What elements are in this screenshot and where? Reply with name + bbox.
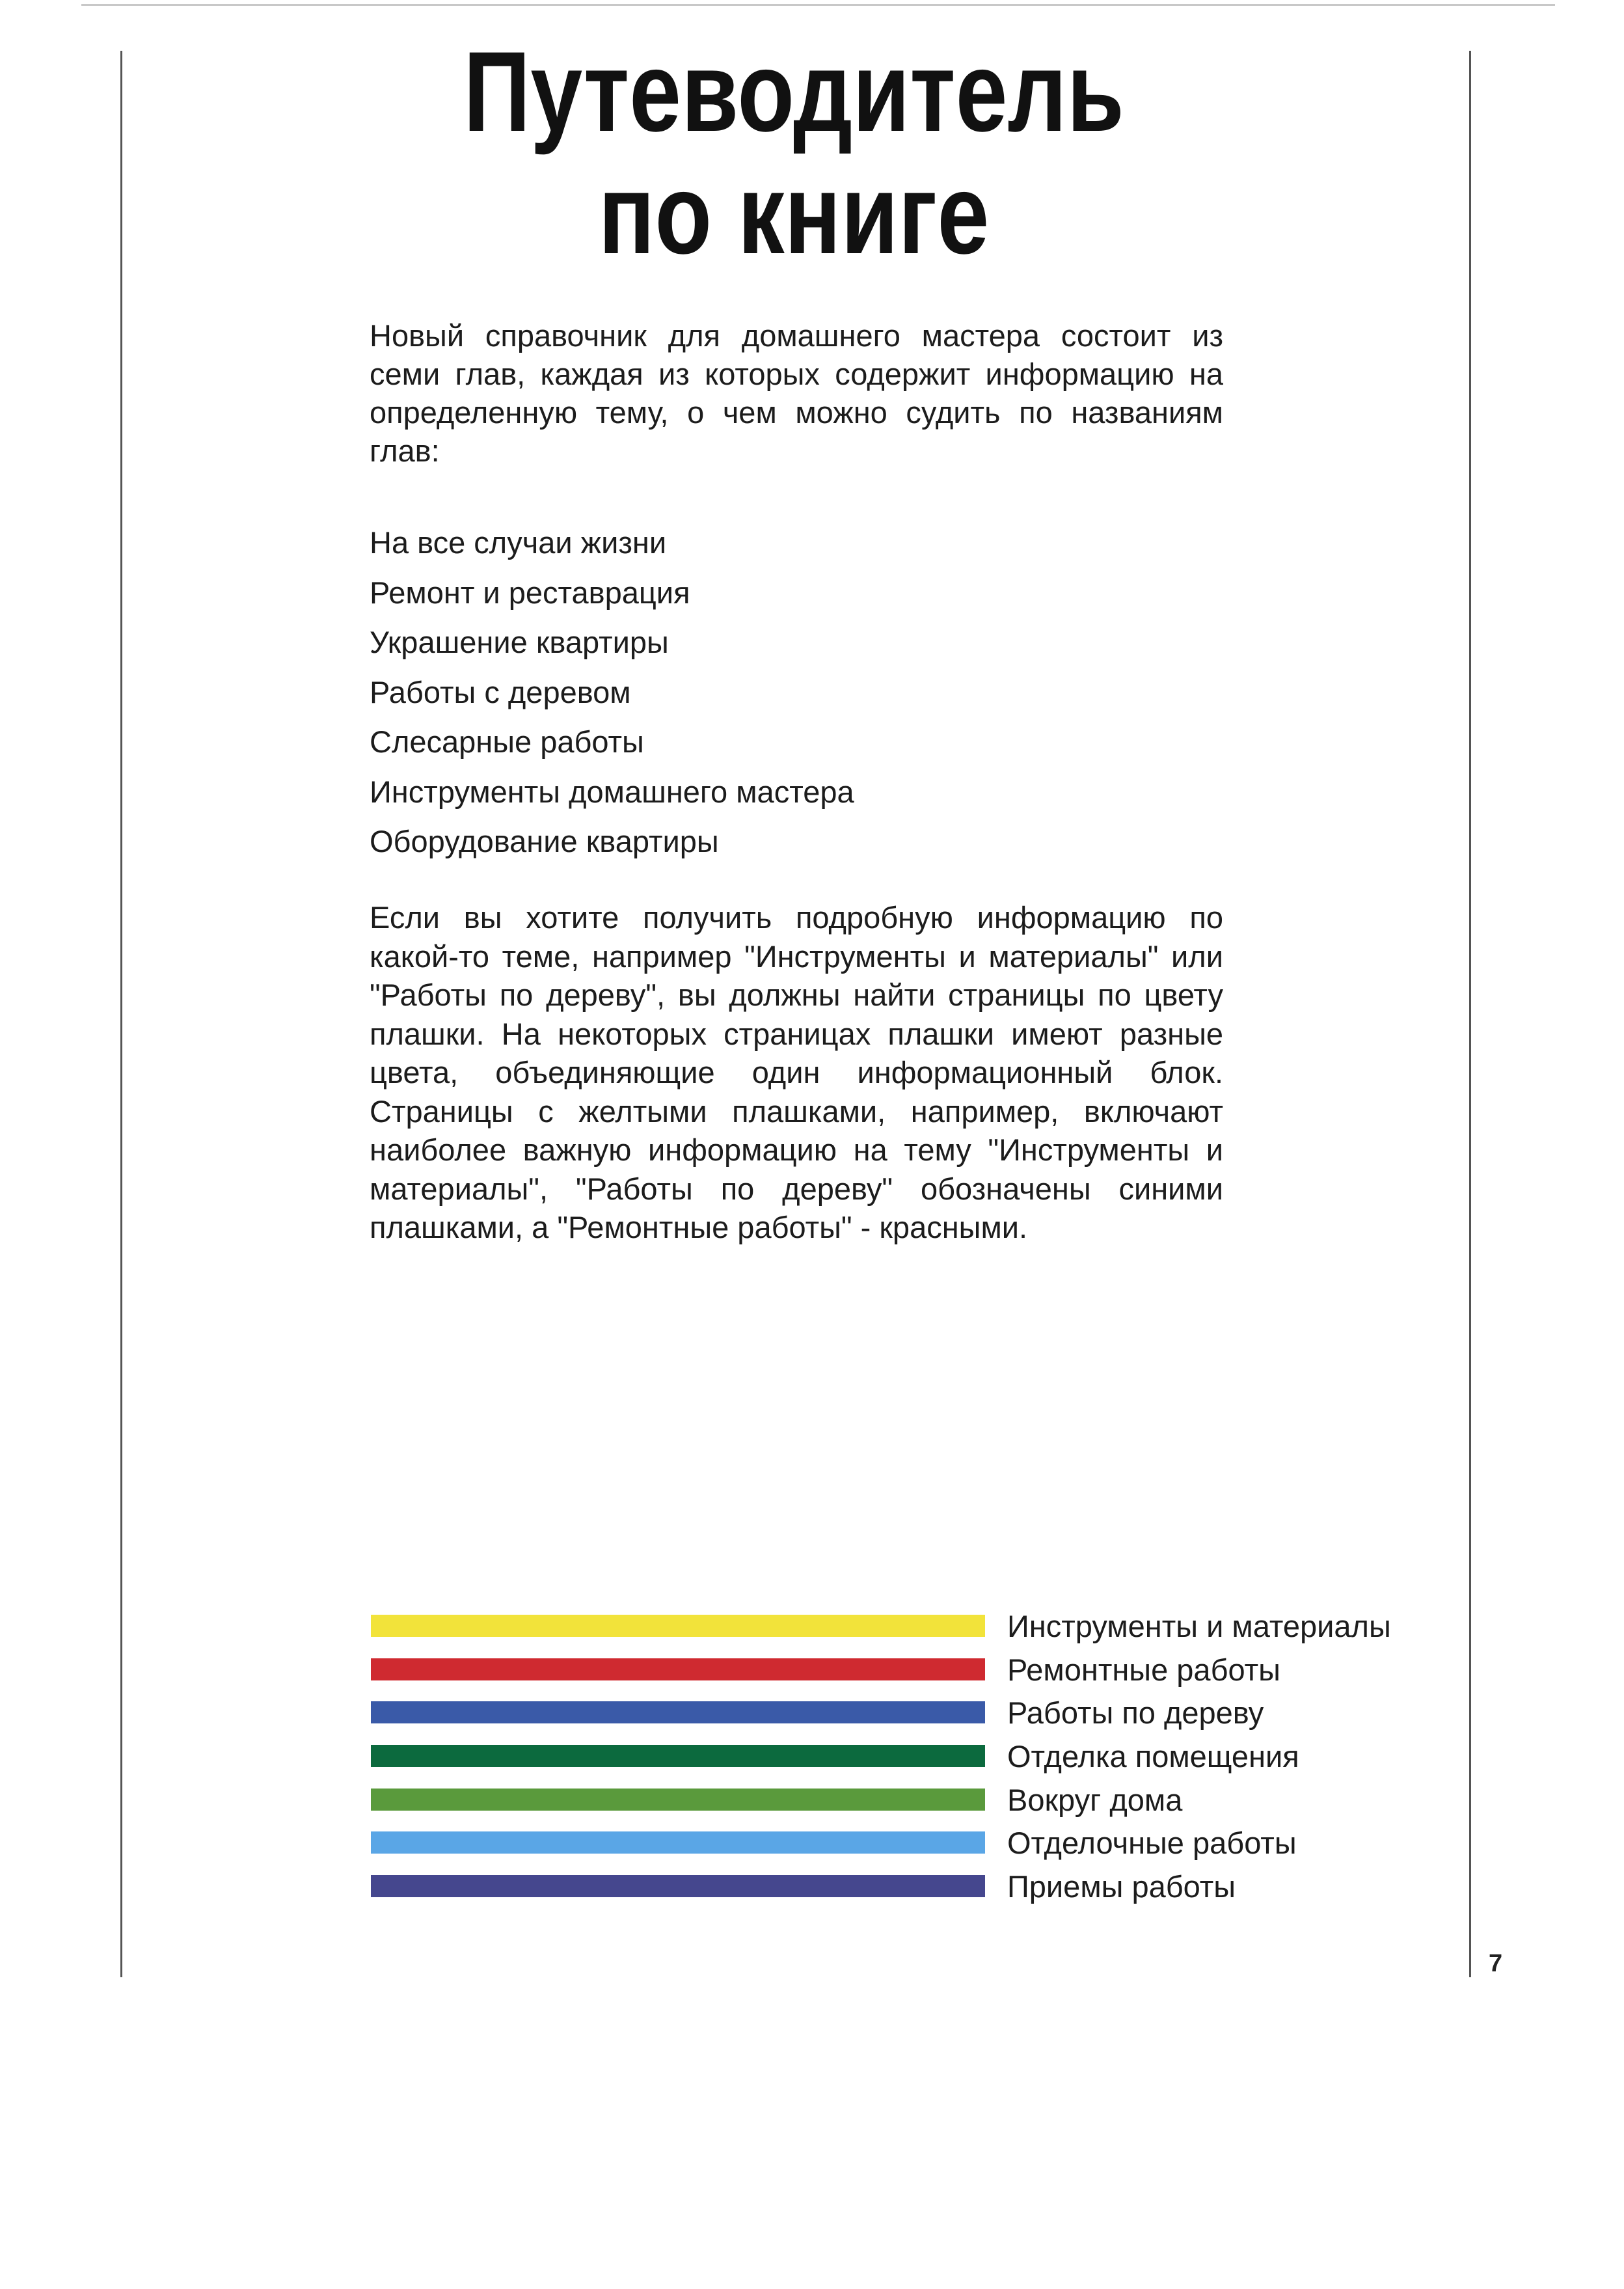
page-title bbox=[442, 31, 1146, 276]
legend-item bbox=[371, 1822, 1509, 1865]
legend-item bbox=[371, 1692, 1509, 1735]
left-margin-line bbox=[120, 51, 122, 1977]
intro-paragraph: Новый справочник для домашнего мастера состоит из семи глав, каждая из которых содержит информацию на определенную тему, о чем можно судить по названиям глав: bbox=[370, 318, 1223, 468]
legend-label: Работы по дереву bbox=[1007, 1695, 1264, 1731]
legend-item bbox=[371, 1735, 1509, 1779]
legend-label: Ремонтные работы bbox=[1007, 1652, 1280, 1687]
legend-label: Приемы работы bbox=[1007, 1869, 1236, 1904]
chapter-item: Оборудование квартиры bbox=[370, 824, 719, 858]
legend-color-bar bbox=[371, 1701, 985, 1723]
legend-color-bar bbox=[371, 1745, 985, 1767]
chapter-item: Украшение квартиры bbox=[370, 625, 669, 659]
legend-label: Отделка помещения bbox=[1007, 1739, 1299, 1774]
page-title-line-2: по книге bbox=[598, 151, 990, 278]
explanation-paragraph: Если вы хотите получить подробную информацию по какой-то теме, например "Инструменты и материалы" или "Работы по дереву", вы должны найти страницы по цвету плашки. На некоторых страницах плашки имеют разные цвета, объединяющие один информационный блок. Страницы с желтыми плашками, например, включают наиболее важную информацию на тему "Инструменты и материалы", "Работы по дереву" обозначены синими плашками, а "Ремонтные работы" - красными. bbox=[370, 900, 1223, 1244]
legend-label: Вокруг дома bbox=[1007, 1782, 1183, 1817]
chapter-list bbox=[370, 518, 1215, 867]
page-title-line-1: Путеводитель bbox=[463, 29, 1124, 156]
legend-item bbox=[371, 1779, 1509, 1822]
chapter-item: На все случаи жизни bbox=[370, 525, 667, 560]
color-legend bbox=[371, 1605, 1509, 1909]
chapter-item: Инструменты домашнего мастера bbox=[370, 774, 854, 809]
legend-item bbox=[371, 1865, 1509, 1909]
chapter-item: Работы с деревом bbox=[370, 674, 631, 709]
legend-label: Инструменты и материалы bbox=[1007, 1609, 1391, 1643]
legend-item bbox=[371, 1605, 1509, 1649]
legend-color-bar bbox=[371, 1875, 985, 1897]
legend-color-bar bbox=[371, 1789, 985, 1811]
legend-color-bar bbox=[371, 1831, 985, 1854]
legend-color-bar bbox=[371, 1658, 985, 1680]
legend-item bbox=[371, 1649, 1509, 1692]
chapter-item: Ремонт и реставрация bbox=[370, 575, 690, 610]
legend-label: Отделочные работы bbox=[1007, 1826, 1297, 1861]
chapter-item: Слесарные работы bbox=[370, 724, 644, 759]
page-number: 7 bbox=[1489, 1950, 1503, 1977]
legend-color-bar bbox=[371, 1615, 985, 1637]
top-rule bbox=[81, 4, 1555, 6]
